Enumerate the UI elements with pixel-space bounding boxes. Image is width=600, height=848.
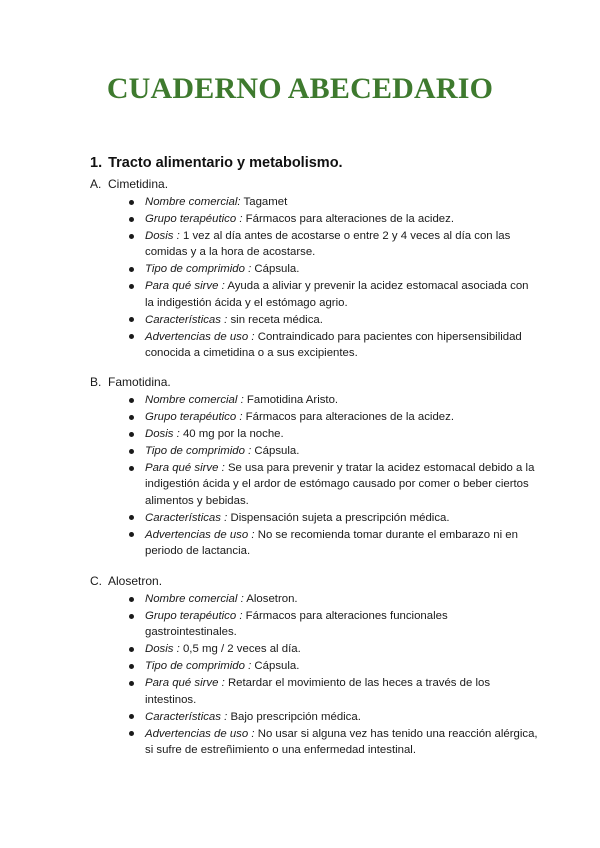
bullet-icon — [129, 200, 134, 205]
property-value: 0,5 mg / 2 veces al día. — [179, 643, 301, 656]
drug-letter: A. — [90, 177, 102, 191]
property-label: Advertencias de uso : — [145, 528, 255, 541]
bullet-icon — [129, 267, 134, 272]
property-value: Retardar el movimiento de las heces a través de los intestinos. — [145, 677, 491, 706]
bullet-icon — [129, 432, 134, 437]
drug-letter: B. — [90, 375, 102, 389]
list-item — [145, 312, 540, 328]
property-label: Grupo terapéutico : — [145, 213, 243, 225]
property-label: Tipo de comprimido : — [145, 263, 252, 276]
document-title: CUADERNO ABECEDARIO — [106, 72, 494, 105]
property-label: Dosis : — [145, 428, 180, 440]
property-value: Tagamet — [240, 196, 288, 208]
list-item — [145, 641, 540, 657]
property-value: No usar si alguna vez has tenido una reacción alérgica, si sufre de estreñimiento o una enfermedad intestinal. — [145, 727, 538, 757]
bullet-icon — [129, 317, 134, 322]
bullet-icon — [129, 334, 134, 339]
property-label: Dosis : — [145, 643, 180, 656]
property-label: Advertencias de uso : — [145, 330, 255, 343]
property-label: Nombre comercial: — [145, 196, 241, 208]
list-item — [145, 392, 540, 408]
bullet-icon — [129, 466, 134, 471]
property-value: Bajo prescripción médica. — [227, 710, 361, 723]
list-item — [145, 510, 540, 526]
property-value: Cápsula. — [251, 660, 300, 673]
drug-property-list — [90, 194, 540, 362]
drug-heading — [90, 374, 540, 390]
property-label: Nombre comercial : — [145, 593, 244, 605]
bullet-icon — [129, 731, 134, 736]
list-item — [145, 409, 540, 425]
property-label: Para qué sirve : — [145, 677, 225, 690]
property-value: Se usa para prevenir y tratar la acidez estomacal debido a la indigestión ácida y el ardor de estómago causado por comer o beber ciertos alimentos y bebidas. — [145, 462, 535, 507]
property-value: Ayuda a aliviar y prevenir la acidez estomacal asociada con la indigestión ácida y el estómago agrio. — [145, 280, 529, 309]
property-value: Dispensación sujeta a prescripción médica. — [227, 511, 450, 524]
section-title: Tracto alimentario y metabolismo. — [108, 155, 343, 171]
drug-block-cimetidina — [90, 176, 540, 362]
bullet-icon — [129, 515, 134, 520]
property-label: Características : — [145, 511, 228, 524]
property-label: Características : — [145, 710, 228, 723]
property-label: Advertencias de uso : — [145, 727, 255, 740]
bullet-icon — [129, 714, 134, 719]
bullet-icon — [129, 415, 134, 420]
list-item — [145, 443, 540, 459]
property-value: Contraindicado para pacientes con hipersensibilidad conocida a cimetidina o a sus excipientes. — [145, 330, 522, 360]
list-item — [145, 709, 540, 725]
drug-heading — [90, 573, 540, 589]
property-value: 1 vez al día antes de acostarse o entre 2 y 4 veces al día con las comidas y a la hora de acostarse. — [145, 230, 511, 259]
bullet-icon — [129, 398, 134, 403]
bullet-icon — [129, 647, 134, 652]
property-label: Nombre comercial : — [145, 394, 244, 406]
property-label: Tipo de comprimido : — [145, 660, 252, 673]
list-item — [145, 278, 540, 311]
section-heading — [90, 155, 343, 171]
list-item — [145, 228, 540, 261]
bullet-icon — [129, 597, 134, 602]
property-label: Grupo terapéutico : — [145, 610, 243, 622]
property-value: Alosetron. — [243, 593, 298, 605]
drug-name: Famotidina. — [108, 375, 171, 389]
property-value: sin receta médica. — [227, 313, 323, 326]
property-label: Características : — [145, 313, 228, 326]
list-item — [145, 658, 540, 674]
list-item — [145, 527, 540, 560]
list-item — [145, 261, 540, 277]
list-item — [145, 591, 540, 607]
drug-property-list — [90, 392, 540, 560]
bullet-icon — [129, 532, 134, 537]
property-label: Dosis : — [145, 230, 180, 242]
list-item — [145, 329, 540, 362]
property-value: Fármacos para alteraciones funcionales gastrointestinales. — [145, 610, 448, 639]
property-label: Tipo de comprimido : — [145, 445, 252, 457]
bullet-icon — [129, 217, 134, 222]
drug-letter: C. — [90, 574, 102, 588]
property-label: Grupo terapéutico : — [145, 411, 243, 423]
list-item — [145, 608, 540, 641]
property-value: 40 mg por la noche. — [179, 428, 284, 440]
property-label: Para qué sirve : — [145, 462, 225, 474]
list-item — [145, 211, 540, 227]
drug-block-alosetron — [90, 573, 540, 759]
list-item — [145, 726, 540, 759]
drug-name: Cimetidina. — [108, 177, 169, 191]
list-item — [145, 675, 540, 708]
property-value: Cápsula. — [251, 445, 300, 457]
drug-property-list — [90, 591, 540, 759]
bullet-icon — [129, 234, 134, 239]
list-item — [145, 426, 540, 442]
bullet-icon — [129, 614, 134, 619]
property-label: Para qué sirve : — [145, 280, 225, 293]
list-item — [145, 194, 540, 210]
property-value: Cápsula. — [251, 263, 300, 276]
list-item — [145, 460, 540, 509]
property-value: Fármacos para alteraciones de la acidez. — [242, 213, 454, 225]
bullet-icon — [129, 449, 134, 454]
bullet-icon — [129, 284, 134, 289]
drug-name: Alosetron. — [108, 574, 163, 588]
drug-block-famotidina — [90, 374, 540, 560]
bullet-icon — [129, 681, 134, 686]
section-number: 1. — [90, 155, 103, 171]
drug-heading — [90, 176, 540, 192]
property-value: Fármacos para alteraciones de la acidez. — [242, 411, 454, 423]
property-value: No se recomienda tomar durante el embarazo ni en periodo de lactancia. — [145, 528, 518, 558]
property-value: Famotidina Aristo. — [243, 394, 339, 406]
bullet-icon — [129, 664, 134, 669]
